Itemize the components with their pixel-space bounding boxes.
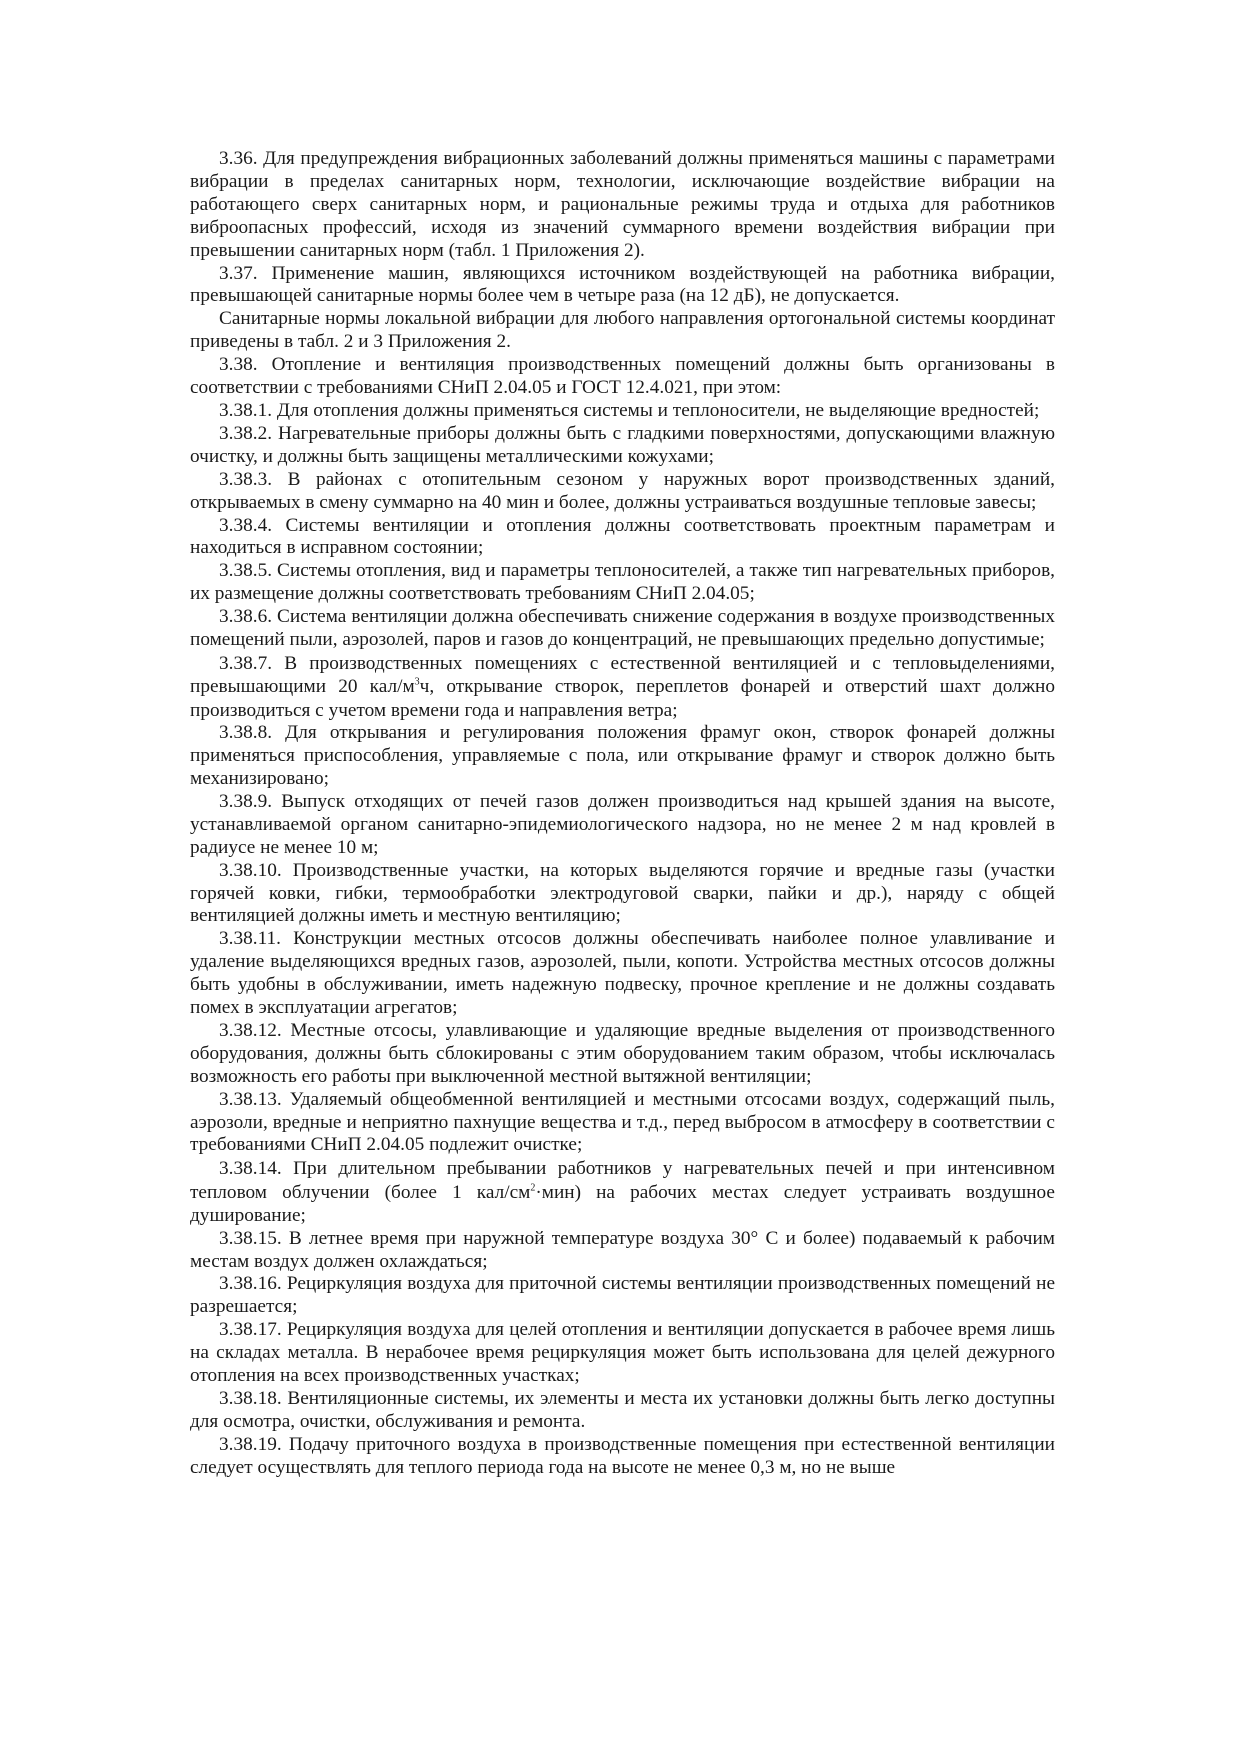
paragraph-text: 3.38.14. При длительном пребывании работников у нагревательных печей и при интенсивном тепловом облучении (более 1 кал/см <box>190 1158 1055 1203</box>
paragraph-text: 3.38.10. Производственные участки, на которых выделяются горячие и вредные газы (участки горячей ковки, гибки, термообработки электродуговой сварки, пайки и др.), наряду с общей вентиляцией должны иметь и местную вентиляцию; <box>190 859 1055 927</box>
paragraph-text: 3.38. Отопление и вентиляция производственных помещений должны быть организованы в соответствии с требованиями СНиП 2.04.05 и ГОСТ 12.4.021, при этом: <box>190 354 1055 399</box>
paragraph-3-38-5 <box>190 560 1055 606</box>
superscript: 3 <box>414 676 420 688</box>
paragraph-3-38-9 <box>190 791 1055 860</box>
paragraph-text: 3.38.16. Рециркуляция воздуха для приточной системы вентиляции производственных помещений не разрешается; <box>190 1273 1055 1318</box>
paragraph-text: 3.37. Применение машин, являющихся источником воздействующей на работника вибрации, превышающей санитарные нормы более чем в четыре раза (на 12 дБ), не допускается. <box>190 262 1055 307</box>
paragraph-text: 3.36. Для предупреждения вибрационных заболеваний должны применяться машины с параметрами вибрации в пределах санитарных норм, технологии, исключающие воздействие вибрации на работающего сверх санитарных норм, и рациональные режимы труда и отдыха для работников виброопасных профессий, исходя из значений суммарного времени воздействия вибрации при превышении санитарных норм (табл. 1 Приложения 2). <box>190 148 1055 261</box>
paragraph-text: 3.38.12. Местные отсосы, улавливающие и удаляющие вредные выделения от производственного оборудования, должны быть сблокированы с этим оборудованием таким образом, чтобы исключалась возможность его работы при выключенной местной вытяжной вентиляции; <box>190 1019 1055 1087</box>
paragraph-3-36 <box>190 148 1055 263</box>
paragraph-text: Санитарные нормы локальной вибрации для любого направления ортогональной системы координат приведены в табл. 2 и 3 Приложения 2. <box>190 308 1055 353</box>
paragraph-local-vibration-norms <box>190 308 1055 354</box>
paragraph-3-38-18 <box>190 1388 1055 1434</box>
paragraph-text: 3.38.6. Система вентиляции должна обеспечивать снижение содержания в воздухе производственных помещений пыли, аэрозолей, паров и газов до концентраций, не превышающих предельно допустимые; <box>190 606 1055 651</box>
paragraph-3-38-7 <box>190 652 1055 722</box>
paragraph-text: 3.38.13. Удаляемый общеобменной вентиляцией и местными отсосами воздух, содержащий пыль, аэрозоли, вредные и неприятно пахнущие вещества и т.д., перед выбросом в атмосферу в соответствии с требованиями СНиП 2.04.05 подлежит очистке; <box>190 1088 1055 1156</box>
paragraph-3-38-16 <box>190 1273 1055 1319</box>
paragraph-3-38-6 <box>190 606 1055 652</box>
paragraph-text: 3.38.4. Системы вентиляции и отопления должны соответствовать проектным параметрам и находиться в исправном состоянии; <box>190 514 1055 559</box>
superscript: 2 <box>530 1182 536 1194</box>
paragraph-3-37 <box>190 263 1055 309</box>
paragraph-3-38-10 <box>190 860 1055 929</box>
paragraph-text: 3.38.9. Выпуск отходящих от печей газов должен производиться над крышей здания на высоте, устанавливаемой органом санитарно-эпидемиологического надзора, но не менее 2 м над кровлей в радиусе не менее 10 м; <box>190 790 1055 858</box>
paragraph-text: 3.38.8. Для открывания и регулирования положения фрамуг окон, створок фонарей должны применяться приспособления, управляемые с пола, или открывание фрамуг и створок должно быть механизировано; <box>190 722 1055 789</box>
paragraph-3-38-17 <box>190 1319 1055 1388</box>
paragraph-3-38-3 <box>190 469 1055 515</box>
paragraph-3-38-14 <box>190 1157 1055 1227</box>
paragraph-text: ·мин) на рабочих местах следует устраивать воздушное душирование; <box>190 1181 1055 1227</box>
paragraph-text: 3.38.17. Рециркуляция воздуха для целей отопления и вентиляции допускается в рабочее время лишь на складах металла. В нерабочее время рециркуляция может быть использована для целей дежурного отопления на всех производственных участках; <box>190 1319 1055 1387</box>
paragraph-text: 3.38.19. Подачу приточного воздуха в производственные помещения при естественной вентиляции следует осуществлять для теплого периода года на высоте не менее 0,3 м, но не выше <box>190 1433 1055 1478</box>
paragraph-text: 3.38.15. В летнее время при наружной температуре воздуха 30° С и более) подаваемый к рабочим местам воздух должен охлаждаться; <box>190 1227 1055 1272</box>
paragraph-3-38-12 <box>190 1020 1055 1089</box>
document-body <box>190 148 1055 1480</box>
paragraph-text: ч, открывание створок, переплетов фонарей и отверстий шахт должно производиться с учетом времени года и направления ветра; <box>190 676 1055 721</box>
paragraph-3-38-11 <box>190 928 1055 1020</box>
paragraph-text: 3.38.2. Нагревательные приборы должны быть с гладкими поверхностями, допускающими влажную очистку, и должны быть защищены металлическими кожухами; <box>190 422 1055 467</box>
paragraph-3-38 <box>190 354 1055 400</box>
paragraph-3-38-1 <box>190 400 1055 423</box>
paragraph-text: 3.38.3. В районах с отопительным сезоном у наружных ворот производственных зданий, открываемых в смену суммарно на 40 мин и более, должны устраиваться воздушные тепловые завесы; <box>190 468 1055 513</box>
paragraph-3-38-8 <box>190 722 1055 791</box>
paragraph-3-38-2 <box>190 423 1055 469</box>
paragraph-3-38-19 <box>190 1434 1055 1480</box>
paragraph-text: 3.38.7. В производственных помещениях с естественной вентиляцией и с тепловыделениями, превышающими 20 кал/м <box>190 652 1055 698</box>
paragraph-text: 3.38.11. Конструкции местных отсосов должны обеспечивать наиболее полное улавливание и удаление выделяющихся вредных газов, аэрозолей, пыли, копоти. Устройства местных отсосов должны быть удобны в обслуживании, иметь надежную подвеску, прочное крепление и не должны создавать помех в эксплуатации агрегатов; <box>190 928 1055 1019</box>
paragraph-3-38-13 <box>190 1089 1055 1158</box>
paragraph-3-38-15 <box>190 1228 1055 1274</box>
paragraph-text: 3.38.18. Вентиляционные системы, их элементы и места их установки должны быть легко доступны для осмотра, очистки, обслуживания и ремонта. <box>190 1387 1055 1432</box>
paragraph-text: 3.38.5. Системы отопления, вид и параметры теплоносителей, а также тип нагревательных приборов, их размещение должны соответствовать требованиям СНиП 2.04.05; <box>190 560 1055 605</box>
paragraph-3-38-4 <box>190 515 1055 561</box>
paragraph-text: 3.38.1. Для отопления должны применяться системы и теплоносители, не выделяющие вредностей; <box>219 399 1040 421</box>
